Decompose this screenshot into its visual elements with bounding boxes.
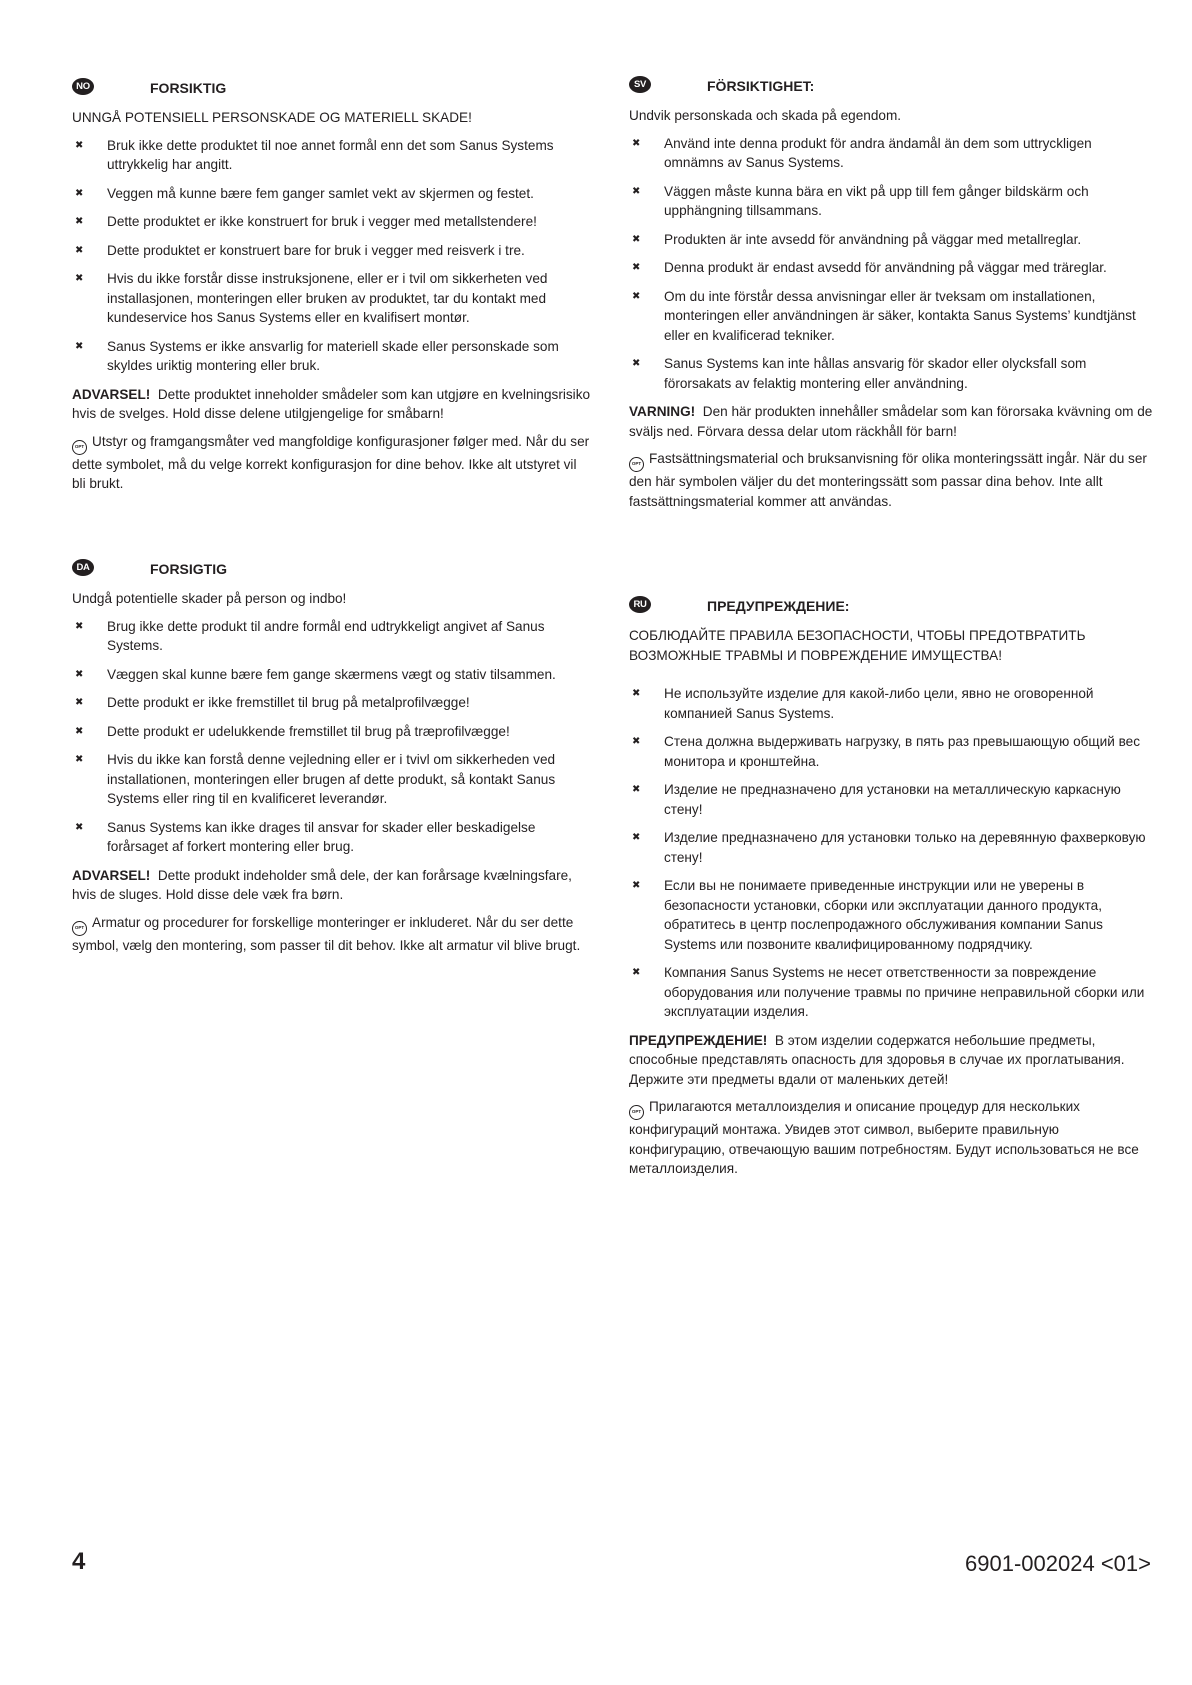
opt-text: Прилагаются металлоизделия и описание процедур для нескольких конфигураций монтажа. Увидев этот символ, выберите правильную конфигурацию, отвечающую вашим потребностям. Будут использоваться не все металлоизделия. xyxy=(629,1099,1139,1176)
list-item xyxy=(629,287,1154,346)
list-item-text: Bruk ikke dette produktet til noe annet formål enn det som Sanus Systems uttrykkelig har angitt. xyxy=(107,137,554,172)
list-item-text: Væggen skal kunne bære fem gange skærmens vægt og stativ tilsammen. xyxy=(107,666,556,682)
list-item-text: Dette produktet er konstruert bare for bruk i vegger med reisverk i tre. xyxy=(107,242,525,258)
list-item xyxy=(72,212,592,232)
list-item-text: Dette produkt er ikke fremstillet til brug på metalprofilvægge! xyxy=(107,695,470,710)
list-item xyxy=(629,684,1154,723)
list-item-text: Använd inte denna produkt för andra ändamål än dem som uttryckligen omnämns av Sanus Systems. xyxy=(664,135,1092,170)
bullet-star-icon: ✖ xyxy=(632,137,641,149)
page-number: 4 xyxy=(72,1548,86,1575)
section-title: FÖRSIKTIGHET: xyxy=(707,78,815,94)
bullet-star-icon: ✖ xyxy=(75,725,84,737)
bullet-star-icon: ✖ xyxy=(632,233,641,245)
list-item xyxy=(629,828,1154,867)
list-item-text: Denna produkt är endast avsedd för användning på väggar med träreglar. xyxy=(664,260,1107,275)
list-item xyxy=(629,780,1154,819)
language-badge: DA xyxy=(72,559,94,576)
list-item xyxy=(629,182,1154,221)
section-ru xyxy=(629,596,1154,1187)
opt-icon: OPT xyxy=(72,440,87,455)
bullet-star-icon: ✖ xyxy=(75,216,84,227)
list-item xyxy=(72,750,592,809)
warning-paragraph xyxy=(629,1031,1154,1090)
section-subtitle: СОБЛЮДАЙТЕ ПРАВИЛА БЕЗОПАСНОСТИ, ЧТОБЫ ПРЕДОТВРАТИТЬ ВОЗМОЖНЫЕ ТРАВМЫ И ПОВРЕЖДЕНИЕ ИМУЩЕСТВА! xyxy=(629,628,1086,663)
section-no xyxy=(72,78,592,502)
list-item xyxy=(72,241,592,261)
opt-icon: OPT xyxy=(629,1105,644,1120)
section-title: FORSIGTIG xyxy=(150,561,227,577)
language-badge: NO xyxy=(72,78,94,95)
list-item-text: Hvis du ikke kan forstå denne vejledning eller er i tvivl om sikkerheden ved installationen, monteringen eller brugen af dette produkt, så kontakt Sanus Systems eller ring til en kvalificeret leverandør. xyxy=(107,752,556,806)
list-item-text: Не используйте изделие для какой-либо цели, явно не оговоренной компанией Sanus Systems. xyxy=(664,686,1094,721)
section-title: ПРЕДУПРЕЖДЕНИЕ: xyxy=(707,598,850,614)
section-da xyxy=(72,559,592,963)
warning-paragraph xyxy=(72,866,592,905)
list-item xyxy=(629,876,1154,954)
list-item xyxy=(629,230,1154,250)
bullet-star-icon: ✖ xyxy=(632,185,641,197)
section-sv xyxy=(629,76,1154,519)
list-item-text: Sanus Systems er ikke ansvarlig for materiell skade eller personskade som skyldes uriktig montering eller bruk. xyxy=(107,338,559,373)
warning-label: VARNING! xyxy=(629,404,696,419)
section-header xyxy=(72,78,592,108)
list-item-text: Компания Sanus Systems не несет ответственности за повреждение оборудования или получение травмы по причине неправильной сборки или эксплуатации изделия. xyxy=(664,965,1145,1019)
bullet-star-icon: ✖ xyxy=(632,358,641,369)
list-item-text: Om du inte förstår dessa anvisningar eller är tveksam om installationen, monteringen eller användningen är säker, kontakta Sanus Systems’ kundtjänst eller en kvalificerad tekniker. xyxy=(664,288,1136,343)
list-item-text: Стена должна выдерживать нагрузку, в пять раз превышающую общий вес монитора и кронштейна. xyxy=(664,734,1140,769)
list-item xyxy=(629,732,1154,771)
bullet-star-icon: ✖ xyxy=(75,273,84,284)
bullet-star-icon: ✖ xyxy=(75,697,84,708)
bullet-star-icon: ✖ xyxy=(75,340,84,352)
list-item-text: Dette produktet er ikke konstruert for bruk i vegger med metallstendere! xyxy=(107,214,537,229)
list-item-text: Изделие не предназначено для установки на металлическую каркасную стену! xyxy=(664,782,1121,817)
list-item-text: Изделие предназначено для установки только на деревянную фахверковую стену! xyxy=(664,830,1146,865)
bullet-star-icon: ✖ xyxy=(75,821,84,833)
opt-icon: OPT xyxy=(72,921,87,936)
bullet-star-icon: ✖ xyxy=(632,736,641,747)
document-id: 6901-002024 <01> xyxy=(965,1551,1151,1576)
list-item xyxy=(629,354,1154,393)
opt-paragraph xyxy=(72,432,592,494)
list-item-text: Hvis du ikke forstår disse instruksjonene, eller er i tvil om sikkerheten ved installasjonen, monteringen eller bruken av produktet, tar du kontakt med kundeservice hos Sanus Systems eller en kvalifisert montør. xyxy=(107,271,548,325)
warning-label: ПРЕДУПРЕЖДЕНИЕ! xyxy=(629,1032,768,1048)
list-item-text: Brug ikke dette produkt til andre formål end udtrykkeligt angivet af Sanus Systems. xyxy=(107,618,545,653)
list-item xyxy=(629,134,1154,173)
list-item xyxy=(72,184,592,204)
warning-text: Dette produkt indeholder små dele, der kan forårsage kvælningsfare, hvis de sluges. Hold disse dele væk fra børn. xyxy=(72,867,572,902)
opt-paragraph xyxy=(629,1097,1154,1179)
language-badge: RU xyxy=(629,596,651,613)
language-badge: SV xyxy=(629,76,651,93)
list-item-text: Sanus Systems kan inte hållas ansvarig för skador eller olycksfall som förorsakats av felaktig montering eller användning. xyxy=(664,356,1087,391)
section-title: FORSIKTIG xyxy=(150,80,227,96)
list-item xyxy=(629,963,1154,1022)
list-item-text: Dette produkt er udelukkende fremstillet til brug på træprofilvægge! xyxy=(107,723,510,739)
warning-label: ADVARSEL! xyxy=(72,386,151,402)
warning-text: В этом изделии содержатся небольшие предметы, способные представлять опасность для здоровья в случае их проглатывания. Держите эти предметы вдали от маленьких детей! xyxy=(629,1032,1125,1087)
opt-icon: OPT xyxy=(629,457,644,472)
list-item xyxy=(72,722,592,742)
list-item-text: Если вы не понимаете приведенные инструкции или не уверены в безопасности установки, сборки или эксплуатации данного продукта, обратитесь в центр послепродажного обслуживания компании Sanus Systems или позвоните квалифицированному подрядчику. xyxy=(664,878,1103,952)
list-item xyxy=(72,665,592,685)
list-item xyxy=(72,693,592,713)
list-item-text: Väggen måste kunna bära en vikt på upp till fem gånger bildskärm och upphängning tillsammans. xyxy=(664,183,1089,218)
bullet-star-icon: ✖ xyxy=(632,967,641,978)
opt-paragraph xyxy=(629,449,1154,511)
section-subtitle: Undvik personskada och skada på egendom. xyxy=(629,108,902,123)
warning-label: ADVARSEL! xyxy=(72,867,151,883)
opt-paragraph xyxy=(72,913,592,956)
list-item-text: Produkten är inte avsedd för användning på väggar med metallreglar. xyxy=(664,231,1082,247)
list-item xyxy=(629,258,1154,278)
bullet-star-icon: ✖ xyxy=(632,290,641,302)
section-header xyxy=(629,596,1154,626)
opt-text: Fastsättningsmaterial och bruksanvisning för olika monteringssätt ingår. När du ser den här symbolen väljer du det monteringssätt som passar dina behov. Inte allt fastsättningsmaterial kommer att användas. xyxy=(629,451,1147,509)
warning-paragraph xyxy=(72,385,592,424)
list-item xyxy=(72,269,592,328)
list-item-text: Veggen må kunne bære fem ganger samlet vekt av skjermen og festet. xyxy=(107,185,534,201)
bullet-star-icon: ✖ xyxy=(75,754,84,765)
section-subtitle: Undgå potentielle skader på person og indbo! xyxy=(72,591,347,606)
bullet-star-icon: ✖ xyxy=(632,688,641,699)
bullet-star-icon: ✖ xyxy=(632,262,641,273)
bullet-star-icon: ✖ xyxy=(632,784,641,795)
list-item xyxy=(72,337,592,376)
bullet-star-icon: ✖ xyxy=(632,832,641,843)
bullet-star-icon: ✖ xyxy=(75,187,84,199)
bullet-star-icon: ✖ xyxy=(632,880,641,891)
bullet-star-icon: ✖ xyxy=(75,244,84,256)
bullet-star-icon: ✖ xyxy=(75,139,84,151)
section-header xyxy=(72,559,592,589)
warning-paragraph xyxy=(629,402,1154,441)
bullet-star-icon: ✖ xyxy=(75,668,84,680)
list-item xyxy=(72,617,592,656)
bullet-star-icon: ✖ xyxy=(75,620,84,632)
opt-text: Armatur og procedurer for forskellige monteringer er inkluderet. Når du ser dette symbol, vælg den montering, som passer til dit behov. Ikke alt armatur vil blive brugt. xyxy=(72,914,581,953)
list-item-text: Sanus Systems kan ikke drages til ansvar for skader eller beskadigelse forårsaget af forkert montering eller brug. xyxy=(107,819,536,854)
warning-text: Den här produkten innehåller smådelar som kan förorsaka kvävning om de sväljs ned. Förvara dessa delar utom räckhåll för barn! xyxy=(629,404,1153,439)
section-subtitle: UNNGÅ POTENSIELL PERSONSKADE OG MATERIELL SKADE! xyxy=(72,110,472,125)
section-header xyxy=(629,76,1154,106)
opt-text: Utstyr og framgangsmåter ved mangfoldige konfigurasjoner følger med. Når du ser dette symbolet, må du velge korrekt konfigurasjon for dine behov. Ikke alt utstyret vil bli brukt. xyxy=(72,433,590,491)
warning-text: Dette produktet inneholder smådeler som kan utgjøre en kvelningsrisiko hvis de svelges. Hold disse delene utilgjengelige for småbarn! xyxy=(72,386,591,421)
list-item xyxy=(72,818,592,857)
list-item xyxy=(72,136,592,175)
